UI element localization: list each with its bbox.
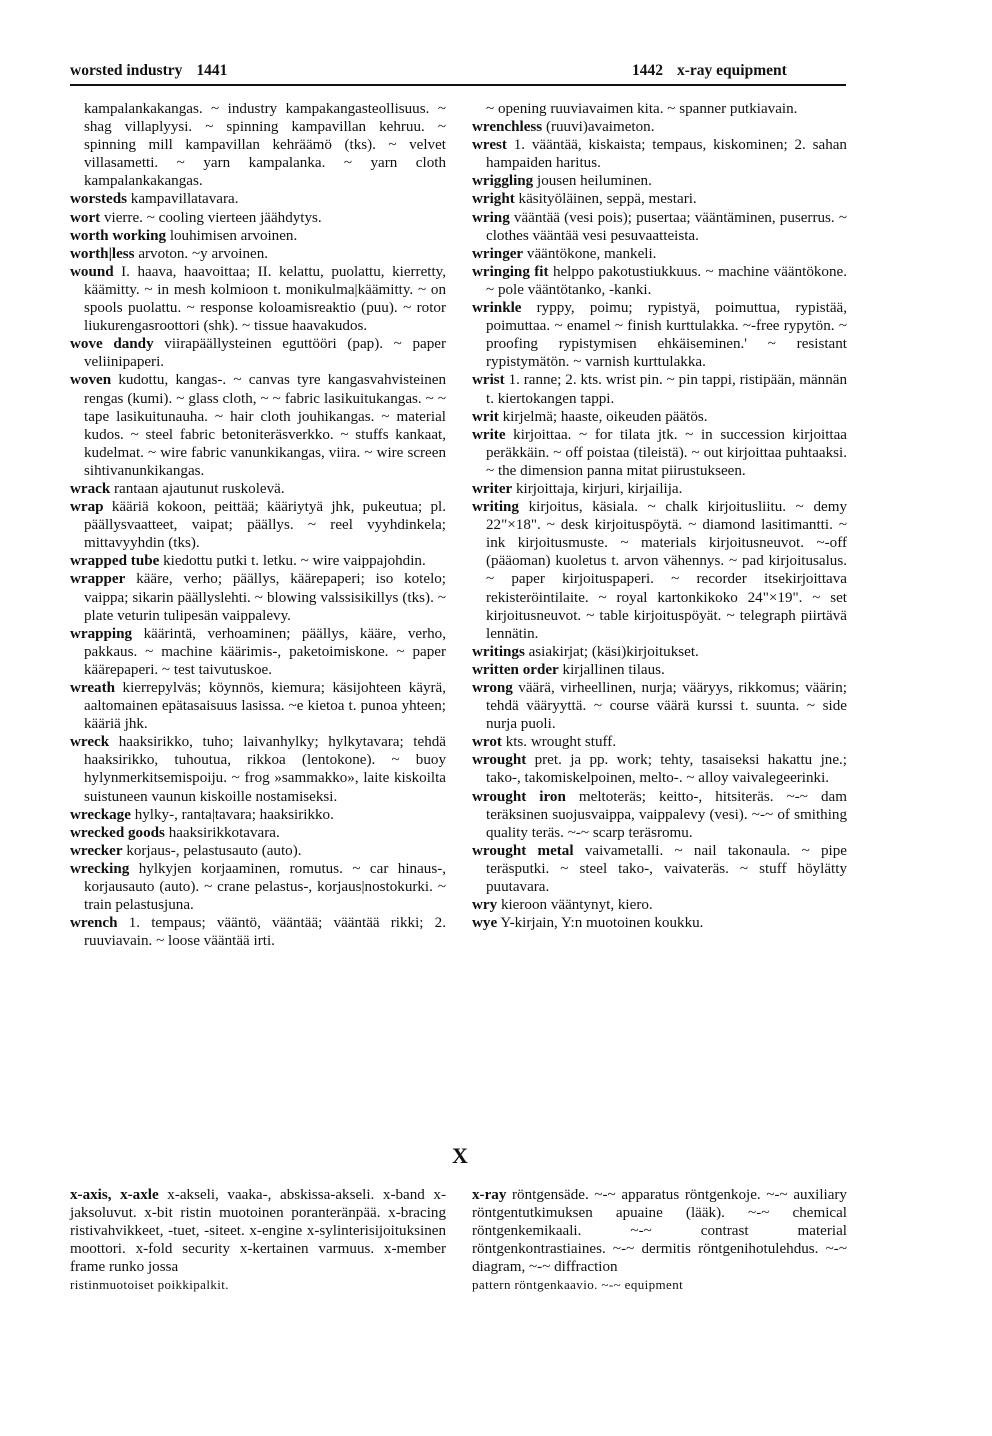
headword: worsteds: [70, 191, 128, 208]
dictionary-entry: [70, 245, 446, 263]
headword: wye: [472, 915, 498, 932]
dictionary-entry: [472, 896, 847, 914]
page-number-right: 1442: [632, 62, 663, 79]
dictionary-entry: [70, 335, 446, 371]
dictionary-entry: [472, 1186, 847, 1276]
dictionary-entry: [70, 1276, 446, 1294]
headword: wrest: [472, 137, 507, 154]
dictionary-entry: [472, 299, 847, 371]
dictionary-entry: [70, 842, 446, 860]
column-1441-left: [70, 100, 446, 950]
definition: louhimisen arvoinen.: [169, 227, 298, 244]
definition: pattern röntgenkaavio. ~-~ equipment: [472, 1277, 684, 1293]
section-letter: X: [452, 1143, 468, 1168]
dictionary-entry: [70, 209, 446, 227]
definition: Y-kirjain, Y:n muotoinen koukku.: [500, 915, 704, 932]
headword: write: [472, 426, 506, 443]
definition: rantaan ajautunut ruskolevä.: [114, 480, 285, 497]
dictionary-entry: [70, 498, 446, 552]
headword: wringer: [472, 245, 524, 262]
definition: kirjoitus, käsiala. ~ chalk kirjoitusliitu. ~ demy 22"×18". ~ desk kirjoituspöytä. ~ diamond lasitimantti. ~ ink kirjoitusmuste. ~ materials kirjoitusneuvot. ~-off (pääoman) kuoletus t. arvon vähennys. ~ pad kirjoitusalus. ~ paper kirjoituspaperi. ~ recorder itsekirjoittava rekisteröintilaite. ~ royal kartonkikoko 24"×19". ~ set kirjoitusneuvot. ~ table kirjoituspöyät. ~ telegraph piirtävä lennätin.: [486, 499, 847, 642]
headword: wrack: [70, 480, 111, 497]
dictionary-entry: [70, 860, 446, 914]
definition: kääre, verho; päällys, käärepaperi; iso kotelo; vaippa; sikarin päällyslehti. ~ blowing valssisikillys (tks). ~ plate veturin tulipesän vaippalevy.: [84, 571, 446, 624]
dictionary-entry: [472, 679, 847, 733]
headword: worth|less: [70, 245, 135, 262]
dictionary-entry: [472, 172, 847, 190]
definition: kääriä kokoon, peittää; kääriytyä jhk, pukeutua; pl. päällysvaatteet, vaipat; päällys. ~ reel vyyhdinkela; mittavyyhdin (tks).: [84, 499, 446, 552]
definition: kirjallinen tilaus.: [562, 661, 665, 678]
definition: kiedottu putki t. letku. ~ wire vaippajohdin.: [163, 553, 426, 570]
definition: ristinmuotoiset poikkipalkit.: [70, 1277, 229, 1293]
headword: wrecked goods: [70, 824, 165, 841]
definition: viirapäällysteinen eguttööri (pap). ~ paper veliinipaperi.: [84, 336, 446, 371]
definition: ~ opening ruuviavaimen kita. ~ spanner putkiavain.: [486, 101, 798, 117]
headword: wrinkle: [472, 300, 522, 317]
dictionary-entry: [472, 1276, 847, 1294]
headword: wrapping: [70, 625, 133, 642]
running-head-left: [70, 62, 227, 86]
headword: x-axis, x-axle: [70, 1187, 159, 1203]
dictionary-entry: [70, 480, 446, 498]
definition: vääntää (vesi pois); pusertaa; vääntäminen, puserrus. ~ clothes vääntää vesi pesuvaatteista.: [486, 209, 847, 244]
running-head-right-title: x-ray equipment: [677, 62, 787, 79]
headword: wrecker: [70, 842, 123, 859]
headword: wreath: [70, 680, 115, 696]
definition: 1. tempaus; vääntö, vääntää; vääntää rikki; 2. ruuviavain. ~ loose vääntää irti.: [84, 915, 446, 950]
headword: wrought: [472, 752, 527, 769]
dictionary-entry: [472, 118, 847, 136]
definition: kieroon vääntynyt, kiero.: [500, 897, 653, 914]
dictionary-entry: [70, 824, 446, 842]
dictionary-entry: [70, 1186, 446, 1276]
dictionary-entry: [70, 570, 446, 624]
headword: wound: [70, 263, 114, 280]
dictionary-entry: [472, 371, 847, 407]
dictionary-entry: [70, 679, 446, 733]
definition: jousen heiluminen.: [537, 173, 652, 190]
definition: kirjoittaja, kirjuri, kirjailija.: [516, 480, 683, 497]
definition: kirjelmä; haaste, oikeuden päätös.: [502, 408, 708, 425]
headword: writer: [472, 480, 513, 497]
dictionary-entry: [472, 751, 847, 787]
headword: wriggling: [472, 173, 534, 190]
headword: wrought metal: [472, 842, 574, 859]
column-x-left: [70, 1186, 446, 1295]
column-x-right: [472, 1186, 847, 1295]
headword: writ: [472, 408, 499, 425]
headword: worth working: [70, 227, 167, 244]
dictionary-entry: [472, 408, 847, 426]
page-number-left: 1441: [196, 62, 228, 79]
definition: I. haava, haavoittaa; II. kelattu, puolattu, kierretty, käämitty. ~ in mesh kolmioon t. monikulma|käämitty. ~ on spools puolattu. ~ response koloamisreaktio (puu). ~ rotor liukurengasroottori (shk). ~ tissue haavakudos.: [84, 263, 446, 335]
definition: hylkyjen korjaaminen, romutus. ~ car hinaus-, korjausauto (auto). ~ crane pelastus-, korjaus|nostokurki. ~ train pelastusjuna.: [84, 860, 446, 914]
dictionary-entry: [472, 136, 847, 172]
column-1442-right: [472, 100, 847, 932]
definition: (ruuvi)avaimeton.: [545, 119, 655, 136]
dictionary-entry: [472, 263, 847, 299]
headword: wreckage: [70, 806, 131, 823]
definition: käärintä, verhoaminen; päällys, kääre, verho, pakkaus. ~ machine käärimis-, paketoimiskone. ~ paper käärepaperi. ~ test taivutuskoe.: [84, 625, 446, 678]
dictionary-entry: [472, 209, 847, 245]
dictionary-entry: [472, 498, 847, 643]
definition: 1. vääntää, kiskaista; tempaus, kiskominen; 2. sahan hampaiden haritus.: [486, 137, 847, 172]
definition: röntgensäde. ~-~ apparatus röntgenkoje. ~-~ auxiliary röntgentutkimuksen apuaine (lääk). ~-~ chemical röntgenkemikaali. ~-~ contrast material röntgenkontrastiaines. ~-~ dermitis röntgenihotulehdus. ~-~ diagram, ~-~ diffraction: [472, 1187, 847, 1276]
headword: wrist: [472, 372, 505, 389]
dictionary-entry: [70, 371, 446, 480]
headword: wrong: [472, 680, 513, 696]
dictionary-entry: [472, 480, 847, 498]
definition: vääntökone, mankeli.: [526, 245, 657, 262]
definition: pret. ja pp. work; tehty, tasaiseksi hakattu jne.; tako-, takomiskelpoinen, melto-. ~ alloy vaivalegeerinki.: [486, 752, 847, 787]
definition: käsityöläinen, seppä, mestari.: [518, 191, 697, 208]
definition: helppo pakotustiukkuus. ~ machine vääntökone. ~ pole vääntötanko, -kanki.: [486, 263, 847, 298]
headword: wort: [70, 209, 101, 226]
dictionary-entry: [472, 245, 847, 263]
headword: written order: [472, 661, 559, 678]
definition: kts. wrought stuff.: [505, 734, 617, 751]
definition: kampalankakangas. ~ industry kampakangasteollisuus. ~ shag villaplyysi. ~ spinning kampavillan kehruu. ~ spinning mill kampavillan kehräämö (tks). ~ velvet villasametti. ~ yarn kampalanka. ~ yarn cloth kampalankakangas.: [84, 101, 446, 190]
running-head-right: [632, 62, 787, 86]
dictionary-entry: [472, 643, 847, 661]
dictionary-entry: [70, 552, 446, 570]
headword: wrot: [472, 734, 502, 751]
headword: wreck: [70, 734, 110, 751]
definition: kierrepylväs; köynnös, kiemura; käsijohteen käyrä, aaltomainen epätasaisuus lasissa. ~e kietoa t. punoa yhteen; kääriä jhk.: [84, 680, 446, 733]
header-rule-right: [472, 84, 846, 86]
headword: woven: [70, 372, 112, 389]
dictionary-entry: [70, 806, 446, 824]
headword: wrench: [70, 915, 118, 932]
dictionary-entry: [472, 100, 847, 118]
dictionary-entry: [472, 788, 847, 842]
definition: asiakirjat; (käsi)kirjoitukset.: [528, 643, 699, 660]
definition: 1. ranne; 2. kts. wrist pin. ~ pin tappi, ristipään, männän t. kiertokangen tappi.: [486, 372, 847, 407]
definition: haaksirikkotavara.: [168, 824, 280, 841]
headword: writing: [472, 499, 519, 516]
dictionary-entry: [472, 661, 847, 679]
definition: korjaus-, pelastusauto (auto).: [126, 842, 302, 859]
dictionary-entry: [70, 227, 446, 245]
definition: hylky-, ranta|tavara; haaksirikko.: [134, 806, 334, 823]
dictionary-entry: [472, 842, 847, 896]
definition: arvoton. ~y arvoinen.: [138, 245, 269, 262]
headword: x-ray: [472, 1187, 507, 1203]
definition: vaivametalli. ~ nail takonaula. ~ pipe teräsputki. ~ steel tako-, vaivateräs. ~ stuff höylätty puutavara.: [486, 842, 847, 896]
dictionary-entry: [70, 190, 446, 208]
definition: väärä, virheellinen, nurja; vääryys, rikkomus; väärin; tehdä vääryyttä. ~ course väärä kurssi t. suunta. ~ side nurja puoli.: [486, 680, 847, 733]
headword: wright: [472, 191, 515, 208]
headword: wrecking: [70, 860, 130, 877]
headword: wrenchless: [472, 119, 543, 136]
dictionary-entry: [70, 733, 446, 805]
dictionary-entry: [70, 914, 446, 950]
dictionary-entry: [472, 426, 847, 480]
definition: kudottu, kangas-. ~ canvas tyre kangasvahvisteinen rengas (kumi). ~ glass cloth, ~ ~ fabric lasikuitukangas. ~ ~ tape lasikuitunauha. ~ hair cloth jouhikangas. ~ material kudos. ~ steel fabric betoniteräsverkko. ~ stuffs kankaat, kudelmat. ~ wire fabric vanunkikangas, viira. ~ wire screen sihtivanunkikangas.: [84, 372, 446, 479]
headword: wry: [472, 897, 498, 914]
headword: wrought iron: [472, 788, 566, 805]
headword: wring: [472, 209, 510, 226]
headword: wringing fit: [472, 263, 549, 280]
dictionary-entry: [70, 100, 446, 190]
headword: writings: [472, 643, 525, 660]
headword: wrapped tube: [70, 553, 160, 570]
definition: vierre. ~ cooling vierteen jäähdytys.: [103, 209, 322, 226]
definition: haaksirikko, tuho; laivanhylky; hylkytavara; tehdä haaksirikko, tuhoutua, rikkoa (lentokone). ~ buoy hylynmerkitsemispoiju. ~ frog »sammakko», laite kiskoilta suistuneen vaunun kiskoille nostamiseksi.: [84, 734, 446, 805]
definition: kirjoittaa. ~ for tilata jtk. ~ in succession kirjoittaa peräkkäin. ~ off poistaa (tileistä). ~ out kirjoittaa puhtaaksi. ~ the dimension panna mitat piirustukseen.: [486, 426, 847, 479]
running-head-left-title: worsted industry: [70, 62, 183, 79]
dictionary-entry: [70, 625, 446, 679]
header-rule-left: [70, 84, 482, 86]
dictionary-entry: [472, 733, 847, 751]
definition: x-akseli, vaaka-, abskissa-akseli. x-band x-jaksoluvut. x-bit ristin muotoinen poranteränpää. x-bracing ristivahvikkeet, -tuet, -siteet. x-engine x-sylinterisijoituksinen moottori. x-fold security x-kertainen varmuus. x-member frame runko jossa: [70, 1187, 446, 1276]
dictionary-entry: [472, 190, 847, 208]
definition: ryppy, poimu; rypistyä, poimuttua, rypistää, poimuttaa. ~ enamel ~ finish kurttulakka. ~-free rypytön. ~ proofing rypistymisen ehkäiseminen.' ~ resistant rypistymätön. ~ varnish kurttulakka.: [486, 300, 847, 371]
dictionary-entry: [70, 263, 446, 335]
headword: wove dandy: [70, 336, 154, 353]
headword: wrap: [70, 499, 104, 516]
definition: meltoteräs; keitto-, hitsiteräs. ~-~ dam teräksinen suojusvaippa, vaippalevy (vesi). ~-~ of smithing quality teräs. ~-~ scarp teräsromu.: [486, 788, 847, 841]
dictionary-entry: [472, 914, 847, 932]
definition: kampavillatavara.: [130, 191, 239, 208]
headword: wrapper: [70, 571, 126, 588]
